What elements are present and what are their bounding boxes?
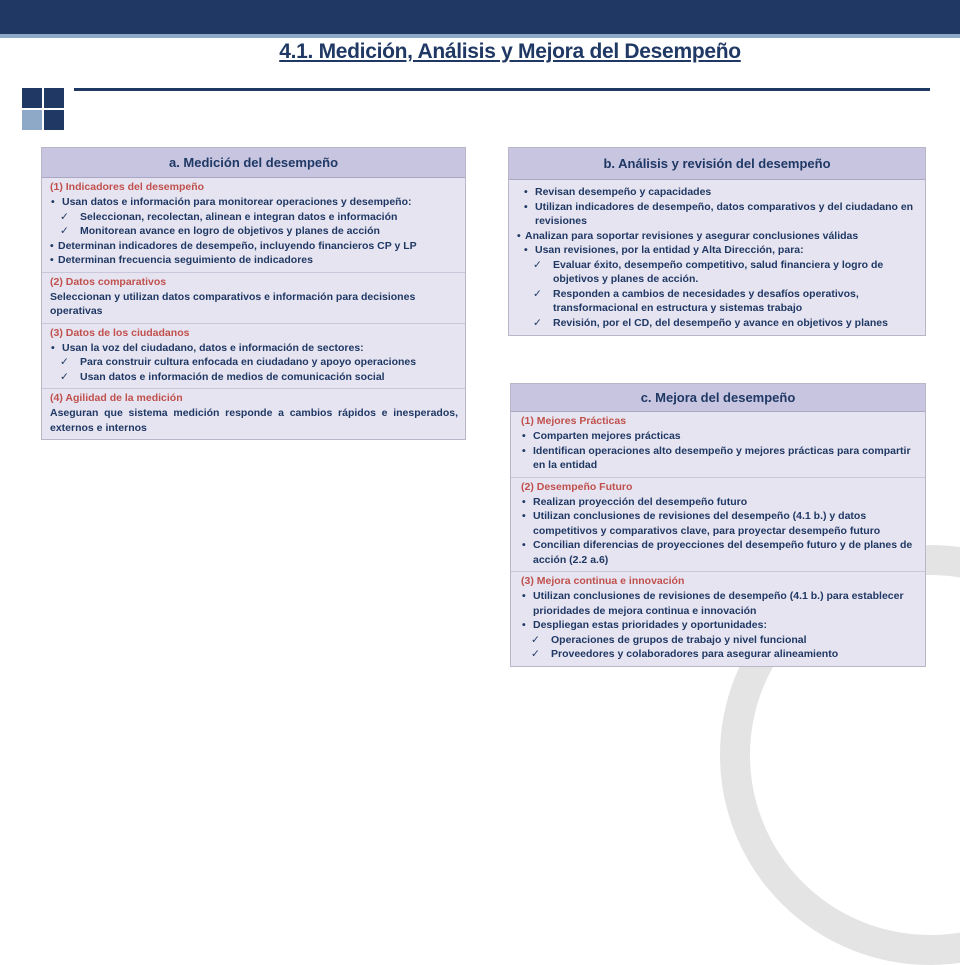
box-a-section-comparative (42, 273, 465, 324)
check-item: ✓ Usan datos e información de medios de comunicación social (50, 370, 458, 385)
bullet-item: • Usan datos e información para monitorear operaciones y desempeño: (50, 195, 458, 210)
bullet-item: • Determinan indicadores de desempeño, incluyendo financieros CP y LP (50, 239, 458, 254)
check-item: ✓ Evaluar éxito, desempeño competitivo, salud financiera y logro de objetivos y planes de acción. (523, 258, 918, 287)
section-title: (1) Indicadores del desempeño (50, 181, 205, 193)
bullet-item: • Usan la voz del ciudadano, datos e información de sectores: (50, 341, 458, 356)
section-title: (4) Agilidad de la medición (50, 392, 183, 404)
box-improvement (510, 383, 926, 667)
box-c-section-future (511, 478, 925, 573)
bullet-item: • Realizan proyección del desempeño futuro (521, 495, 918, 510)
check-item: ✓ Para construir cultura enfocada en ciudadano y apoyo operaciones (50, 355, 458, 370)
bullet-item: • Despliegan estas prioridades y oportunidades: (521, 618, 918, 633)
box-a-section-citizens (42, 324, 465, 390)
bullet-item: • Concilian diferencias de proyecciones del desempeño futuro y de planes de acción (2.2 a.6) (521, 538, 918, 567)
check-item: ✓ Responden a cambios de necesidades y desafíos operativos, transformacional en estructura y sistemas trabajo (523, 287, 918, 316)
page-title: 4.1. Medición, Análisis y Mejora del Desempeño (279, 40, 741, 63)
section-title: (3) Mejora continua e innovación (521, 575, 685, 587)
box-c-section-practices (511, 412, 925, 478)
section-text: Aseguran que sistema medición responde a cambios rápidos e inesperados, externos e internos (50, 407, 458, 434)
box-a-section-indicators (42, 178, 465, 273)
bullet-item: • Revisan desempeño y capacidades (523, 185, 918, 200)
box-b-header: b. Análisis y revisión del desempeño (509, 148, 925, 180)
bullet-item: • Comparten mejores prácticas (521, 429, 918, 444)
bullet-item: • Analizan para soportar revisiones y asegurar conclusiones válidas (517, 229, 918, 244)
section-title: (2) Datos comparativos (50, 275, 167, 288)
box-c-header: c. Mejora del desempeño (511, 384, 925, 412)
box-measurement (41, 147, 466, 440)
bullet-item: • Utilizan conclusiones de revisiones de desempeño (4.1 b.) para establecer prioridades de mejora continua e innovación (521, 589, 918, 618)
check-item: ✓ Revisión, por el CD, del desempeño y avance en objetivos y planes (523, 316, 918, 331)
box-c-section-innovation (511, 572, 925, 666)
bullet-item: • Usan revisiones, por la entidad y Alta Dirección, para: (523, 243, 918, 258)
box-a-section-agility (42, 389, 465, 439)
check-item: ✓ Operaciones de grupos de trabajo y nivel funcional (521, 633, 918, 648)
check-item: ✓ Seleccionan, recolectan, alinean e integran datos e información (50, 210, 458, 225)
check-item: ✓ Proveedores y colaboradores para asegurar alineamiento (521, 647, 918, 662)
top-banner (0, 0, 960, 34)
box-b-content (509, 180, 925, 335)
bullet-item: • Identifican operaciones alto desempeño y mejores prácticas para compartir en la entidad (521, 444, 918, 473)
check-item: ✓ Monitorean avance en logro de objetivos y planes de acción (50, 224, 458, 239)
title-rule (74, 88, 930, 91)
section-title: (3) Datos de los ciudadanos (50, 326, 190, 339)
bullet-item: • Determinan frecuencia seguimiento de indicadores (50, 253, 458, 268)
box-a-header: a. Medición del desempeño (42, 148, 465, 178)
section-text: Seleccionan y utilizan datos comparativos e información para decisiones operativas (50, 290, 416, 317)
section-title: (2) Desempeño Futuro (521, 480, 633, 493)
section-title: (1) Mejores Prácticas (521, 415, 627, 427)
box-analysis (508, 147, 926, 336)
grid-logo-icon (22, 88, 64, 130)
bullet-item: • Utilizan conclusiones de revisiones del desempeño (4.1 b.) y datos competitivos y comparativos clave, para proyectar desempeño futuro (521, 509, 918, 538)
top-banner-stripe (0, 34, 960, 38)
bullet-item: • Utilizan indicadores de desempeño, datos comparativos y del ciudadano en revisiones (523, 200, 918, 229)
